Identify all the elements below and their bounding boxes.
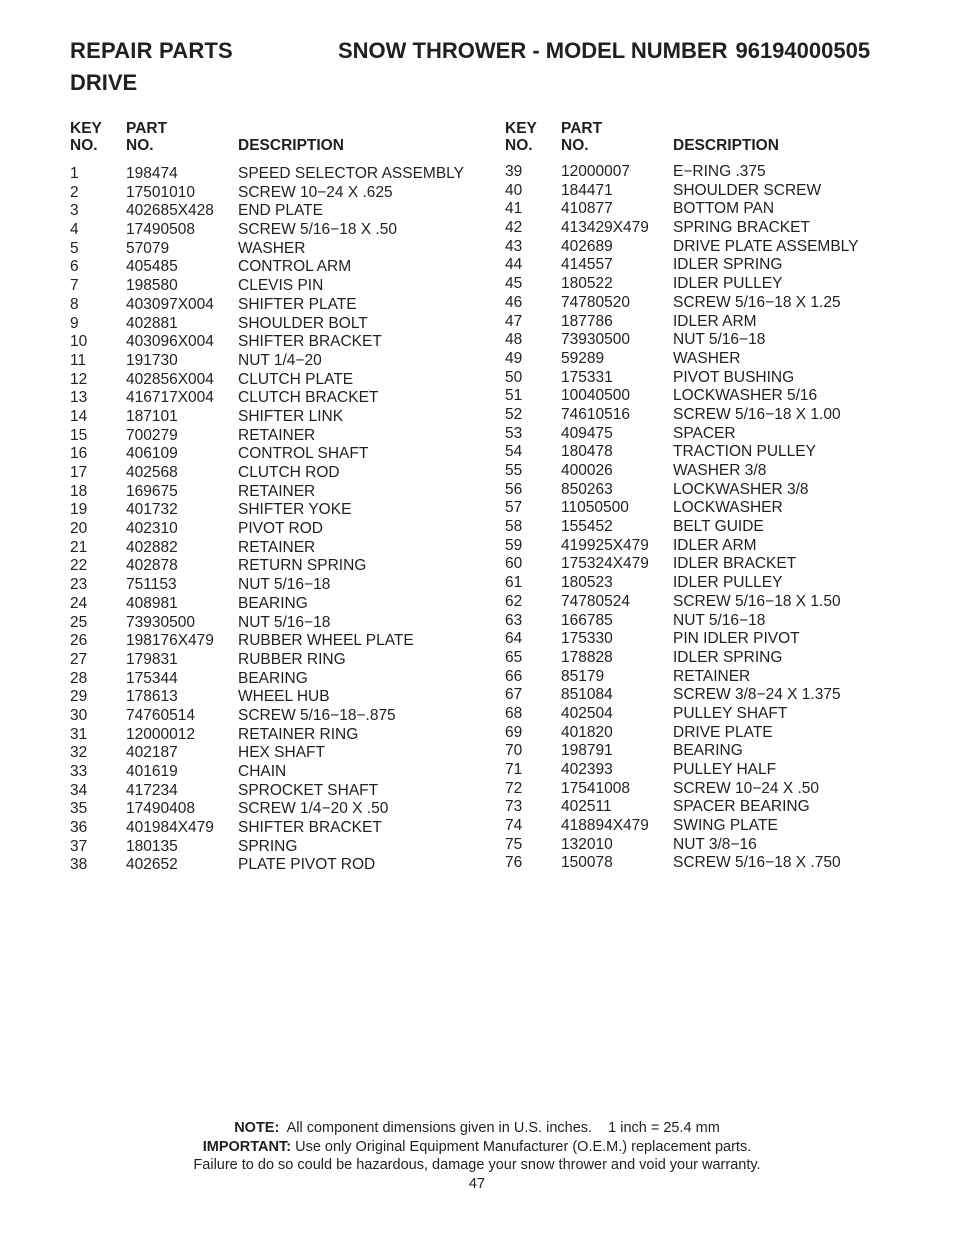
- part-no: 17490508: [126, 221, 195, 239]
- key-no: 44: [505, 256, 523, 274]
- key-no: 24: [70, 594, 88, 612]
- part-no: 198474: [126, 165, 178, 182]
- key-no: 27: [70, 650, 88, 668]
- description: SPACER BEARING: [673, 798, 810, 816]
- description: SCREW 5/16−18 X .50: [238, 221, 397, 239]
- key-no: 64: [505, 630, 523, 648]
- key-no: 63: [505, 611, 523, 629]
- part-no: 402310: [126, 520, 178, 538]
- part-no: 402882: [126, 538, 178, 556]
- part-no: 401619: [126, 763, 178, 780]
- part-no: 402881: [126, 314, 178, 332]
- description: NUT 5/16−18: [238, 576, 331, 594]
- key-no: 13: [70, 389, 88, 407]
- key-no: 20: [70, 520, 88, 538]
- part-no: 10040500: [561, 387, 630, 405]
- key-no: 3: [70, 202, 79, 220]
- key-no: 69: [505, 723, 523, 741]
- description: PULLEY SHAFT: [673, 704, 788, 722]
- key-no: 46: [505, 293, 523, 311]
- key-no: 1: [70, 165, 79, 182]
- key-no: 34: [70, 781, 88, 799]
- key-no: 5: [70, 239, 79, 257]
- key-no: 76: [505, 854, 523, 872]
- part-no: 187101: [126, 407, 178, 425]
- description: SHOULDER BOLT: [238, 314, 368, 332]
- description: SWING PLATE: [673, 817, 778, 835]
- description: RETAINER: [238, 538, 316, 556]
- part-no: 166785: [561, 611, 613, 629]
- key-no: 53: [505, 424, 523, 442]
- part-no: 198791: [561, 742, 613, 760]
- description: LOCKWASHER 3/8: [673, 480, 809, 498]
- description: NUT 1/4−20: [238, 351, 322, 369]
- description: CONTROL SHAFT: [238, 445, 369, 463]
- description: BEARING: [238, 669, 308, 687]
- key-no: 6: [70, 258, 79, 276]
- key-no: 54: [505, 443, 523, 461]
- description: SPRING: [238, 837, 298, 855]
- part-no: 180478: [561, 443, 613, 461]
- key-no: 15: [70, 426, 88, 444]
- description: TRACTION PULLEY: [673, 443, 816, 461]
- key-no: 67: [505, 686, 523, 704]
- description: CLUTCH BRACKET: [238, 389, 379, 407]
- description: HEX SHAFT: [238, 744, 325, 762]
- part-no: 132010: [561, 835, 613, 853]
- description: SHIFTER BRACKET: [238, 819, 382, 837]
- description: CLUTCH PLATE: [238, 370, 354, 388]
- description: RETAINER: [673, 667, 751, 685]
- part-no: 191730: [126, 351, 178, 369]
- important-line: IMPORTANT: Use only Original Equipment Manufacturer (O.E.M.) replacement parts.: [202, 1138, 752, 1155]
- part-no: 401820: [561, 723, 613, 741]
- part-no: 403096X004: [126, 333, 214, 351]
- description: SHIFTER PLATE: [238, 295, 357, 313]
- key-no: 68: [505, 704, 523, 722]
- key-no: 60: [505, 555, 523, 573]
- page-number: 47: [468, 1176, 486, 1193]
- key-no: 22: [70, 557, 88, 575]
- description: LOCKWASHER 5/16: [673, 387, 818, 405]
- part-no: 402511: [561, 798, 612, 816]
- key-no: 75: [505, 835, 523, 853]
- part-no: 74760514: [126, 706, 195, 724]
- key-no: 30: [70, 706, 88, 724]
- key-no: 11: [70, 351, 87, 369]
- description: SPACER: [673, 424, 736, 442]
- part-no: 405485: [126, 258, 178, 276]
- footer-notes: [0, 1119, 954, 1194]
- warning-line: Failure to do so could be hazardous, damage your snow thrower and void your warranty.: [193, 1157, 761, 1174]
- part-no: 402393: [561, 761, 613, 778]
- key-no: 8: [70, 295, 79, 313]
- key-no: 56: [505, 480, 523, 498]
- key-no: 29: [70, 688, 88, 706]
- description: RUBBER WHEEL PLATE: [238, 632, 414, 650]
- description: BEARING: [238, 594, 308, 612]
- description: SCREW 1/4−20 X .50: [238, 800, 389, 818]
- key-no: 57: [505, 499, 523, 517]
- description: PIN IDLER PIVOT: [673, 630, 800, 648]
- part-no: 402187: [126, 744, 178, 762]
- description: NUT 5/16−18: [673, 331, 766, 349]
- part-no: 180523: [561, 574, 613, 592]
- key-no: 35: [70, 800, 88, 818]
- part-no: 400026: [561, 462, 613, 479]
- key-no: 52: [505, 405, 523, 423]
- part-no: 17541008: [561, 779, 630, 797]
- description: SCREW 10−24 X .50: [673, 779, 820, 797]
- description: RETAINER: [238, 426, 316, 444]
- key-no: 7: [70, 277, 79, 295]
- description: RETAINER RING: [238, 725, 359, 743]
- part-no: 850263: [561, 480, 613, 498]
- key-no: 28: [70, 669, 88, 687]
- model-heading-prefix: SNOW THROWER - MODEL NUMBER: [338, 38, 728, 63]
- part-no: 184471: [561, 181, 613, 199]
- description: SPRING BRACKET: [673, 219, 810, 237]
- description: NUT 5/16−18: [238, 613, 331, 631]
- key-no: 47: [505, 312, 523, 330]
- key-no: 31: [70, 725, 88, 743]
- key-no: 45: [505, 275, 523, 293]
- part-no: 413429X479: [561, 219, 649, 237]
- description: IDLER PULLEY: [673, 275, 783, 293]
- description: DRIVE PLATE: [673, 723, 773, 741]
- part-no: 73930500: [126, 613, 195, 631]
- part-no-header: PART NO.: [561, 120, 603, 154]
- key-no: 73: [505, 798, 523, 816]
- part-no: 175331: [561, 368, 613, 386]
- key-no: 40: [505, 181, 523, 199]
- part-no: 402568: [126, 464, 178, 481]
- description: IDLER ARM: [673, 536, 757, 554]
- description: CHAIN: [238, 763, 287, 780]
- part-no: 175344: [126, 669, 178, 687]
- model-heading: [338, 38, 870, 64]
- part-no: 180522: [561, 275, 613, 293]
- description: NUT 3/8−16: [673, 835, 757, 853]
- description: CONTROL ARM: [238, 258, 352, 276]
- part-no: 700279: [126, 426, 178, 444]
- key-no: 72: [505, 779, 523, 797]
- part-no: 751153: [126, 576, 177, 594]
- description: RETURN SPRING: [238, 557, 367, 575]
- part-no: 179831: [126, 650, 178, 668]
- description: CLUTCH ROD: [238, 464, 340, 481]
- part-no: 178828: [561, 648, 613, 666]
- part-no: 417234: [126, 781, 178, 799]
- description: SCREW 10−24 X .625: [238, 183, 393, 201]
- key-no: 17: [70, 464, 88, 481]
- key-no: 71: [505, 761, 523, 778]
- description: WHEEL HUB: [238, 688, 330, 706]
- part-no: 416717X004: [126, 389, 214, 407]
- part-no: 402685X428: [126, 202, 214, 220]
- key-no: 39: [505, 163, 523, 180]
- description: IDLER BRACKET: [673, 555, 797, 573]
- description: PIVOT BUSHING: [673, 368, 795, 386]
- part-no: 12000012: [126, 725, 195, 743]
- key-no: 58: [505, 518, 523, 536]
- key-no: 12: [70, 370, 88, 388]
- part-no: 851084: [561, 686, 613, 704]
- part-no: 402504: [561, 704, 613, 722]
- key-no: 61: [505, 574, 523, 592]
- description: SCREW 5/16−18 X .750: [673, 854, 841, 872]
- description: RUBBER RING: [238, 650, 346, 668]
- key-no: 36: [70, 819, 88, 837]
- key-no: 41: [505, 200, 523, 218]
- part-no: 74780524: [561, 592, 630, 610]
- description-header: DESCRIPTION: [238, 137, 344, 154]
- description: SPROCKET SHAFT: [238, 781, 379, 799]
- key-no: 49: [505, 349, 523, 367]
- part-no: 57079: [126, 239, 170, 257]
- key-no: 55: [505, 462, 523, 479]
- description: SHIFTER YOKE: [238, 501, 352, 519]
- part-no: 198580: [126, 277, 178, 295]
- key-no: 2: [70, 183, 79, 201]
- part-no: 175330: [561, 630, 613, 648]
- part-no: 402652: [126, 856, 178, 874]
- key-no: 14: [70, 407, 88, 425]
- part-no: 74780520: [561, 293, 630, 311]
- part-no: 169675: [126, 482, 178, 500]
- description: END PLATE: [238, 202, 323, 220]
- description: PIVOT ROD: [238, 520, 323, 538]
- key-no: 48: [505, 331, 523, 349]
- part-no: 12000007: [561, 163, 630, 180]
- key-no: 26: [70, 632, 88, 650]
- key-no: 25: [70, 613, 88, 631]
- part-no: 59289: [561, 349, 605, 367]
- part-no: 74610516: [561, 405, 630, 423]
- key-no: 42: [505, 219, 523, 237]
- part-no: 419925X479: [561, 536, 649, 554]
- part-no: 150078: [561, 854, 613, 872]
- part-no: 155452: [561, 518, 613, 536]
- description: IDLER PULLEY: [673, 574, 783, 592]
- part-no: 401732: [126, 501, 178, 519]
- part-no: 17501010: [126, 183, 195, 201]
- key-no: 38: [70, 856, 88, 874]
- key-no: 21: [70, 538, 88, 556]
- description: SHOULDER SCREW: [673, 181, 822, 199]
- key-no: 37: [70, 837, 88, 855]
- note-line: NOTE: All component dimensions given in U.S. inches. 1 inch = 25.4 mm: [234, 1120, 720, 1136]
- part-no-header: PART NO.: [126, 120, 168, 154]
- description: IDLER ARM: [673, 312, 757, 330]
- description: SCREW 5/16−18 X 1.25: [673, 293, 841, 311]
- part-no: 414557: [561, 256, 613, 274]
- description: SCREW 5/16−18 X 1.50: [673, 592, 841, 610]
- part-no: 85179: [561, 667, 605, 685]
- description: SPEED SELECTOR ASSEMBLY: [238, 165, 464, 182]
- key-no: 66: [505, 667, 523, 685]
- description: SCREW 3/8−24 X 1.375: [673, 686, 841, 704]
- part-no: 401984X479: [126, 819, 214, 837]
- description: NUT 5/16−18: [673, 611, 766, 629]
- key-no: 51: [505, 387, 523, 405]
- key-no: 16: [70, 445, 88, 463]
- part-no: 408981: [126, 594, 178, 612]
- description: SHIFTER BRACKET: [238, 333, 382, 351]
- description: BOTTOM PAN: [673, 200, 775, 218]
- description: BELT GUIDE: [673, 518, 764, 536]
- key-no-header: KEY NO.: [70, 120, 102, 154]
- description: DRIVE PLATE ASSEMBLY: [673, 237, 859, 255]
- key-no: 4: [70, 221, 79, 239]
- key-no: 9: [70, 314, 79, 332]
- description: SHIFTER LINK: [238, 407, 344, 425]
- key-no: 43: [505, 237, 523, 255]
- part-no: 409475: [561, 424, 613, 442]
- description: WASHER: [238, 239, 306, 257]
- description: PLATE PIVOT ROD: [238, 856, 376, 874]
- part-no: 17490408: [126, 800, 195, 818]
- part-no: 402878: [126, 557, 178, 575]
- description: LOCKWASHER: [673, 499, 783, 517]
- page-heading: REPAIR PARTS: [70, 38, 233, 63]
- description: SCREW 5/16−18 X 1.00: [673, 405, 841, 423]
- part-no: 187786: [561, 312, 613, 330]
- part-no: 402689: [561, 237, 613, 255]
- part-no: 410877: [561, 200, 613, 218]
- part-no: 73930500: [561, 331, 630, 349]
- key-no: 59: [505, 536, 523, 554]
- part-no: 418894X479: [561, 817, 649, 835]
- key-no: 50: [505, 368, 523, 386]
- key-no: 70: [505, 742, 523, 760]
- description: RETAINER: [238, 482, 316, 500]
- key-no-header: KEY NO.: [505, 120, 537, 154]
- section-title: DRIVE: [70, 70, 138, 95]
- description: WASHER 3/8: [673, 462, 767, 479]
- key-no: 32: [70, 744, 88, 762]
- description: WASHER: [673, 349, 741, 367]
- part-no: 406109: [126, 445, 178, 463]
- key-no: 74: [505, 817, 523, 835]
- part-no: 180135: [126, 837, 178, 855]
- key-no: 18: [70, 482, 88, 500]
- part-no: 11050500: [561, 499, 629, 517]
- description: SCREW 5/16−18−.875: [238, 706, 396, 724]
- part-no: 198176X479: [126, 632, 214, 650]
- part-no: 403097X004: [126, 295, 214, 313]
- key-no: 62: [505, 592, 523, 610]
- description: IDLER SPRING: [673, 648, 783, 666]
- description: BEARING: [673, 742, 743, 760]
- key-no: 23: [70, 576, 88, 594]
- description: PULLEY HALF: [673, 761, 777, 778]
- key-no: 33: [70, 763, 88, 780]
- key-no: 19: [70, 501, 88, 519]
- part-no: 402856X004: [126, 370, 214, 388]
- description: CLEVIS PIN: [238, 277, 324, 295]
- description: IDLER SPRING: [673, 256, 783, 274]
- key-no: 10: [70, 333, 88, 351]
- key-no: 65: [505, 648, 523, 666]
- description-header: DESCRIPTION: [673, 137, 779, 154]
- model-number: 96194000505: [735, 38, 871, 63]
- part-no: 178613: [126, 688, 178, 706]
- description: E−RING .375: [673, 163, 766, 180]
- part-no: 175324X479: [561, 555, 649, 573]
